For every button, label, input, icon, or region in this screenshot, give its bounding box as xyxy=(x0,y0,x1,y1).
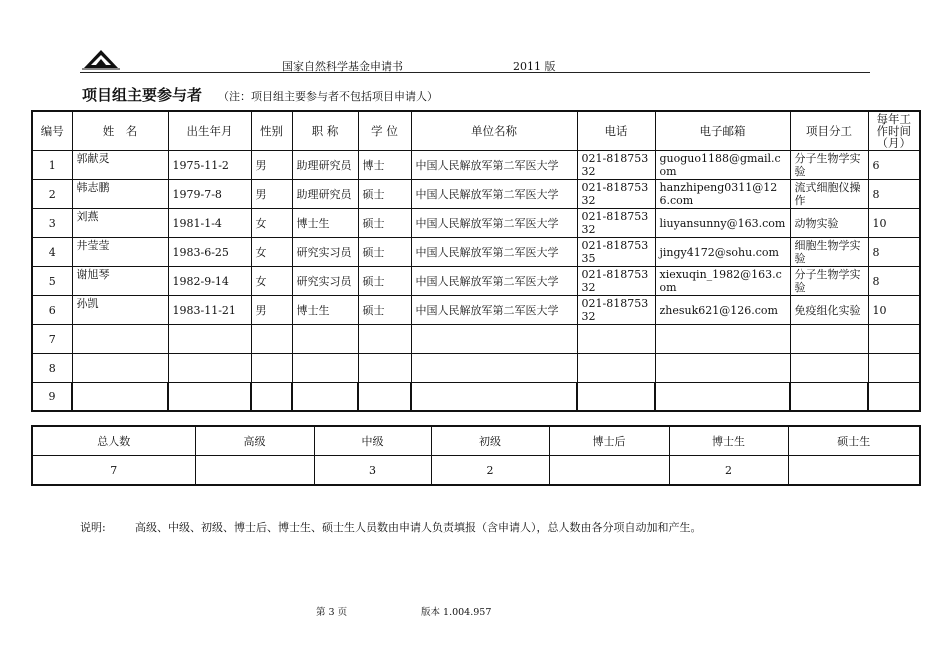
empty-cell xyxy=(577,383,655,412)
member-name: 郭献灵 xyxy=(72,151,168,180)
empty-cell xyxy=(655,383,790,412)
empty-cell xyxy=(868,325,920,354)
member-degree: 硕士 xyxy=(358,180,411,209)
member-no: 8 xyxy=(32,354,72,383)
member-title: 博士生 xyxy=(292,296,358,325)
summary-header-senior: 高级 xyxy=(195,426,314,456)
member-months: 10 xyxy=(868,296,920,325)
member-gender: 男 xyxy=(251,151,292,180)
member-role: 分子生物学实验 xyxy=(790,267,868,296)
nsfc-logo-icon xyxy=(82,48,120,70)
member-name: 井莹莹 xyxy=(72,238,168,267)
empty-cell xyxy=(790,325,868,354)
summary-value-phd: 2 xyxy=(669,456,788,486)
summary-header-row xyxy=(32,426,920,456)
member-title: 博士生 xyxy=(292,209,358,238)
member-no: 1 xyxy=(32,151,72,180)
empty-cell xyxy=(292,325,358,354)
empty-cell xyxy=(72,325,168,354)
table-row xyxy=(32,151,920,180)
header-version: 2011 版 xyxy=(513,60,556,73)
member-birth: 1983-6-25 xyxy=(168,238,251,267)
member-unit: 中国人民解放军第二军医大学 xyxy=(411,267,577,296)
col-header-gender: 性别 xyxy=(251,111,292,151)
member-name: 孙凯 xyxy=(72,296,168,325)
member-role: 流式细胞仪操作 xyxy=(790,180,868,209)
col-header-degree: 学 位 xyxy=(358,111,411,151)
col-header-email: 电子邮箱 xyxy=(655,111,790,151)
member-email: jingy4172@sohu.com xyxy=(655,238,790,267)
empty-cell xyxy=(577,325,655,354)
member-role: 动物实验 xyxy=(790,209,868,238)
member-phone: 021-81875332 xyxy=(577,296,655,325)
table-row xyxy=(32,296,920,325)
member-title: 研究实习员 xyxy=(292,238,358,267)
member-birth: 1975-11-2 xyxy=(168,151,251,180)
empty-cell xyxy=(168,325,251,354)
col-header-unit: 单位名称 xyxy=(411,111,577,151)
empty-cell xyxy=(411,354,577,383)
member-role: 免疫组化实验 xyxy=(790,296,868,325)
member-gender: 女 xyxy=(251,267,292,296)
member-no: 7 xyxy=(32,325,72,354)
summary-header-master: 硕士生 xyxy=(788,426,920,456)
empty-cell xyxy=(168,354,251,383)
footer-version: 版本 1.004.957 xyxy=(421,607,492,618)
empty-cell xyxy=(251,354,292,383)
summary-value-senior xyxy=(195,456,314,486)
member-email: guoguo1188@gmail.com xyxy=(655,151,790,180)
member-gender: 女 xyxy=(251,209,292,238)
col-header-role: 项目分工 xyxy=(790,111,868,151)
member-birth: 1982-9-14 xyxy=(168,267,251,296)
empty-cell xyxy=(790,354,868,383)
empty-cell xyxy=(358,354,411,383)
empty-cell xyxy=(868,383,920,412)
member-phone: 021-81875332 xyxy=(577,151,655,180)
member-degree: 硕士 xyxy=(358,296,411,325)
member-no: 9 xyxy=(32,383,72,412)
member-gender: 男 xyxy=(251,296,292,325)
section-title: 项目组主要参与者 xyxy=(82,86,203,104)
summary-table xyxy=(31,425,921,486)
member-name: 谢旭琴 xyxy=(72,267,168,296)
member-unit: 中国人民解放军第二军医大学 xyxy=(411,296,577,325)
member-email: xiexuqin_1982@163.com xyxy=(655,267,790,296)
member-no: 2 xyxy=(32,180,72,209)
member-email: hanzhipeng0311@126.com xyxy=(655,180,790,209)
member-title: 助理研究员 xyxy=(292,180,358,209)
empty-cell xyxy=(251,325,292,354)
empty-cell xyxy=(868,354,920,383)
empty-cell xyxy=(655,354,790,383)
summary-value-postdoc xyxy=(549,456,669,486)
summary-header-postdoc: 博士后 xyxy=(549,426,669,456)
note-label: 说明: xyxy=(80,521,106,534)
col-header-no: 编号 xyxy=(32,111,72,151)
header-title: 国家自然科学基金申请书 xyxy=(282,60,403,73)
member-no: 5 xyxy=(32,267,72,296)
member-email: liuyansunny@163.com xyxy=(655,209,790,238)
member-unit: 中国人民解放军第二军医大学 xyxy=(411,209,577,238)
summary-value-middle: 3 xyxy=(314,456,431,486)
member-phone: 021-81875332 xyxy=(577,209,655,238)
summary-header-junior: 初级 xyxy=(431,426,549,456)
member-birth: 1979-7-8 xyxy=(168,180,251,209)
header-divider xyxy=(80,72,870,73)
member-name: 韩志鹏 xyxy=(72,180,168,209)
member-name: 刘燕 xyxy=(72,209,168,238)
col-header-title: 职 称 xyxy=(292,111,358,151)
member-degree: 硕士 xyxy=(358,267,411,296)
member-months: 8 xyxy=(868,238,920,267)
empty-cell xyxy=(790,383,868,412)
note-text: 高级、中级、初级、博士后、博士生、硕士生人员数由申请人负责填报（含申请人），总人数由各分项自动加和产生。 xyxy=(135,521,702,534)
table-row xyxy=(32,238,920,267)
member-unit: 中国人民解放军第二军医大学 xyxy=(411,151,577,180)
empty-cell xyxy=(168,383,251,412)
member-months: 10 xyxy=(868,209,920,238)
empty-cell xyxy=(358,383,411,412)
table-row xyxy=(32,209,920,238)
col-header-birth: 出生年月 xyxy=(168,111,251,151)
members-header-row xyxy=(32,111,920,151)
empty-cell xyxy=(72,354,168,383)
member-months: 8 xyxy=(868,267,920,296)
member-no: 4 xyxy=(32,238,72,267)
empty-cell xyxy=(292,383,358,412)
summary-value-master xyxy=(788,456,920,486)
table-row-empty xyxy=(32,354,920,383)
members-table xyxy=(31,110,921,412)
empty-cell xyxy=(292,354,358,383)
table-row xyxy=(32,180,920,209)
member-email: zhesuk621@126.com xyxy=(655,296,790,325)
footer-page-number: 第 3 页 xyxy=(316,607,348,618)
member-unit: 中国人民解放军第二军医大学 xyxy=(411,180,577,209)
summary-value-junior: 2 xyxy=(431,456,549,486)
member-degree: 博士 xyxy=(358,151,411,180)
col-header-phone: 电话 xyxy=(577,111,655,151)
member-unit: 中国人民解放军第二军医大学 xyxy=(411,238,577,267)
member-title: 研究实习员 xyxy=(292,267,358,296)
summary-header-middle: 中级 xyxy=(314,426,431,456)
member-degree: 硕士 xyxy=(358,209,411,238)
empty-cell xyxy=(411,383,577,412)
empty-cell xyxy=(251,383,292,412)
member-months: 6 xyxy=(868,151,920,180)
member-birth: 1983-11-21 xyxy=(168,296,251,325)
table-row-empty xyxy=(32,325,920,354)
member-role: 分子生物学实验 xyxy=(790,151,868,180)
empty-cell xyxy=(72,383,168,412)
summary-header-total: 总人数 xyxy=(32,426,195,456)
member-title: 助理研究员 xyxy=(292,151,358,180)
summary-header-phd: 博士生 xyxy=(669,426,788,456)
empty-cell xyxy=(411,325,577,354)
empty-cell xyxy=(577,354,655,383)
empty-cell xyxy=(358,325,411,354)
member-months: 8 xyxy=(868,180,920,209)
member-gender: 男 xyxy=(251,180,292,209)
col-header-name: 姓 名 xyxy=(72,111,168,151)
member-birth: 1981-1-4 xyxy=(168,209,251,238)
member-gender: 女 xyxy=(251,238,292,267)
member-phone: 021-81875335 xyxy=(577,238,655,267)
empty-cell xyxy=(655,325,790,354)
member-no: 3 xyxy=(32,209,72,238)
member-phone: 021-81875332 xyxy=(577,180,655,209)
summary-value-total: 7 xyxy=(32,456,195,486)
section-note: （注：项目组主要参与者不包括项目申请人） xyxy=(218,90,438,103)
summary-value-row xyxy=(32,456,920,486)
member-degree: 硕士 xyxy=(358,238,411,267)
table-row xyxy=(32,267,920,296)
col-header-months: 每年工作时间（月） xyxy=(868,111,920,151)
member-no: 6 xyxy=(32,296,72,325)
member-role: 细胞生物学实验 xyxy=(790,238,868,267)
table-row-empty xyxy=(32,383,920,412)
member-phone: 021-81875332 xyxy=(577,267,655,296)
